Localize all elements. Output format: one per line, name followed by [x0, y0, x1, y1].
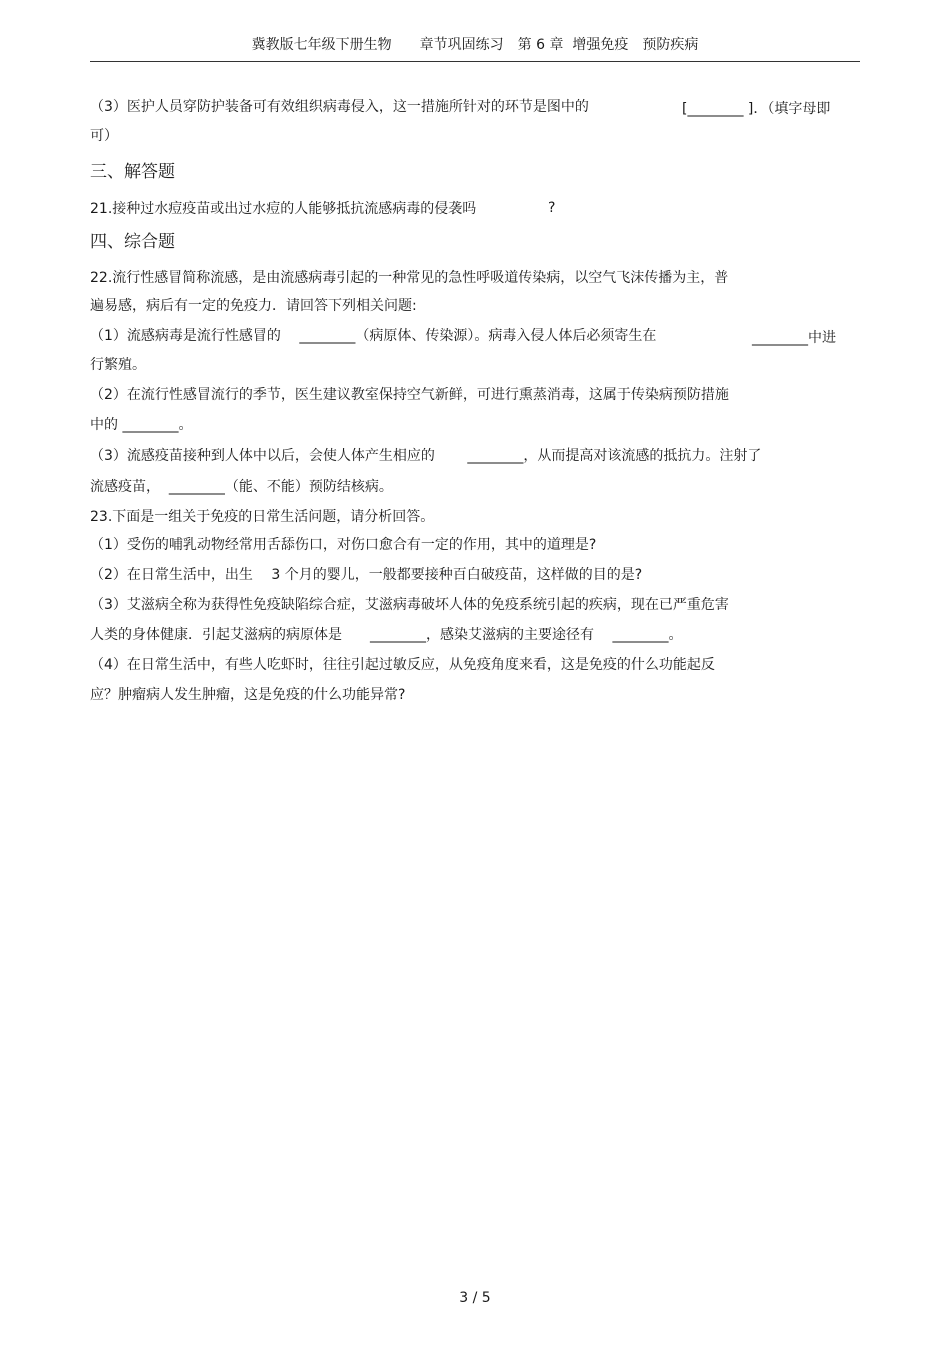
q23-intro: 23.下面是一组关于免疫的日常生活问题，请分析回答。 — [90, 509, 435, 525]
section-heading-comprehensive: 四、综合题 — [90, 232, 175, 252]
q23-part4-line2: 应？肿瘤病人发生肿瘤，这是免疫的什么功能异常? — [90, 687, 406, 703]
q20-part3-blank: [________ ]．（填字母即 — [682, 101, 831, 117]
q22-intro-line2: 遍易感，病后有一定的免疫力．请回答下列相关问题: — [90, 298, 417, 314]
q23-part2: （2）在日常生活中，出生 3 个月的婴儿，一般都要接种百白破疫苗，这样做的目的是? — [90, 567, 643, 583]
q20-part3-continuation: 可） — [90, 128, 118, 144]
q21-question-mark: ? — [548, 200, 556, 216]
q22-part1-line1: （1）流感病毒是流行性感冒的 ________（病原体、传染源）。病毒入侵人体后必须寄生在 — [90, 328, 657, 344]
q23-part3-line2: 人类的身体健康．引起艾滋病的病原体是 ________，感染艾滋病的主要途径有 ________。 — [90, 627, 683, 643]
q22-part1-blank2: ________中进 — [752, 330, 836, 346]
page-header: 冀教版七年级下册生物 章节巩固练习 第 6 章 增强免疫 预防疾病 — [251, 37, 699, 53]
q23-part4-line1: （4）在日常生活中，有些人吃虾时，往往引起过敏反应，从免疫角度来看，这是免疫的什么功能起反 — [90, 657, 715, 673]
q21-text: 21.接种过水痘疫苗或出过水痘的人能够抵抗流感病毒的侵袭吗 — [90, 201, 477, 217]
q22-part1-line2: 行繁殖。 — [90, 357, 146, 373]
q22-intro-line1: 22.流行性感冒简称流感，是由流感病毒引起的一种常见的急性呼吸道传染病，以空气飞沫传播为主，普 — [90, 270, 729, 286]
q22-part2-line1: （2）在流行性感冒流行的季节，医生建议教室保持空气新鲜，可进行熏蒸消毒，这属于传染病预防措施 — [90, 387, 729, 403]
page-number: 3 / 5 — [459, 1290, 491, 1306]
q22-part3-line1: （3）流感疫苗接种到人体中以后，会使人体产生相应的 ________，从而提高对该流感的抵抗力。注射了 — [90, 448, 762, 464]
q22-part2-line2: 中的 ________。 — [90, 417, 193, 433]
q23-part1: （1）受伤的哺乳动物经常用舌舔伤口，对伤口愈合有一定的作用，其中的道理是? — [90, 537, 597, 553]
q23-part3-line1: （3）艾滋病全称为获得性免疫缺陷综合症，艾滋病毒破坏人体的免疫系统引起的疾病，现在已严重危害 — [90, 597, 729, 613]
q20-part3-text: （3）医护人员穿防护装备可有效组织病毒侵入，这一措施所针对的环节是图中的 — [90, 99, 589, 115]
q22-part3-line2: 流感疫苗， ________（能、不能）预防结核病。 — [90, 479, 393, 495]
header-divider — [90, 61, 860, 62]
section-heading-answer: 三、解答题 — [90, 162, 175, 182]
